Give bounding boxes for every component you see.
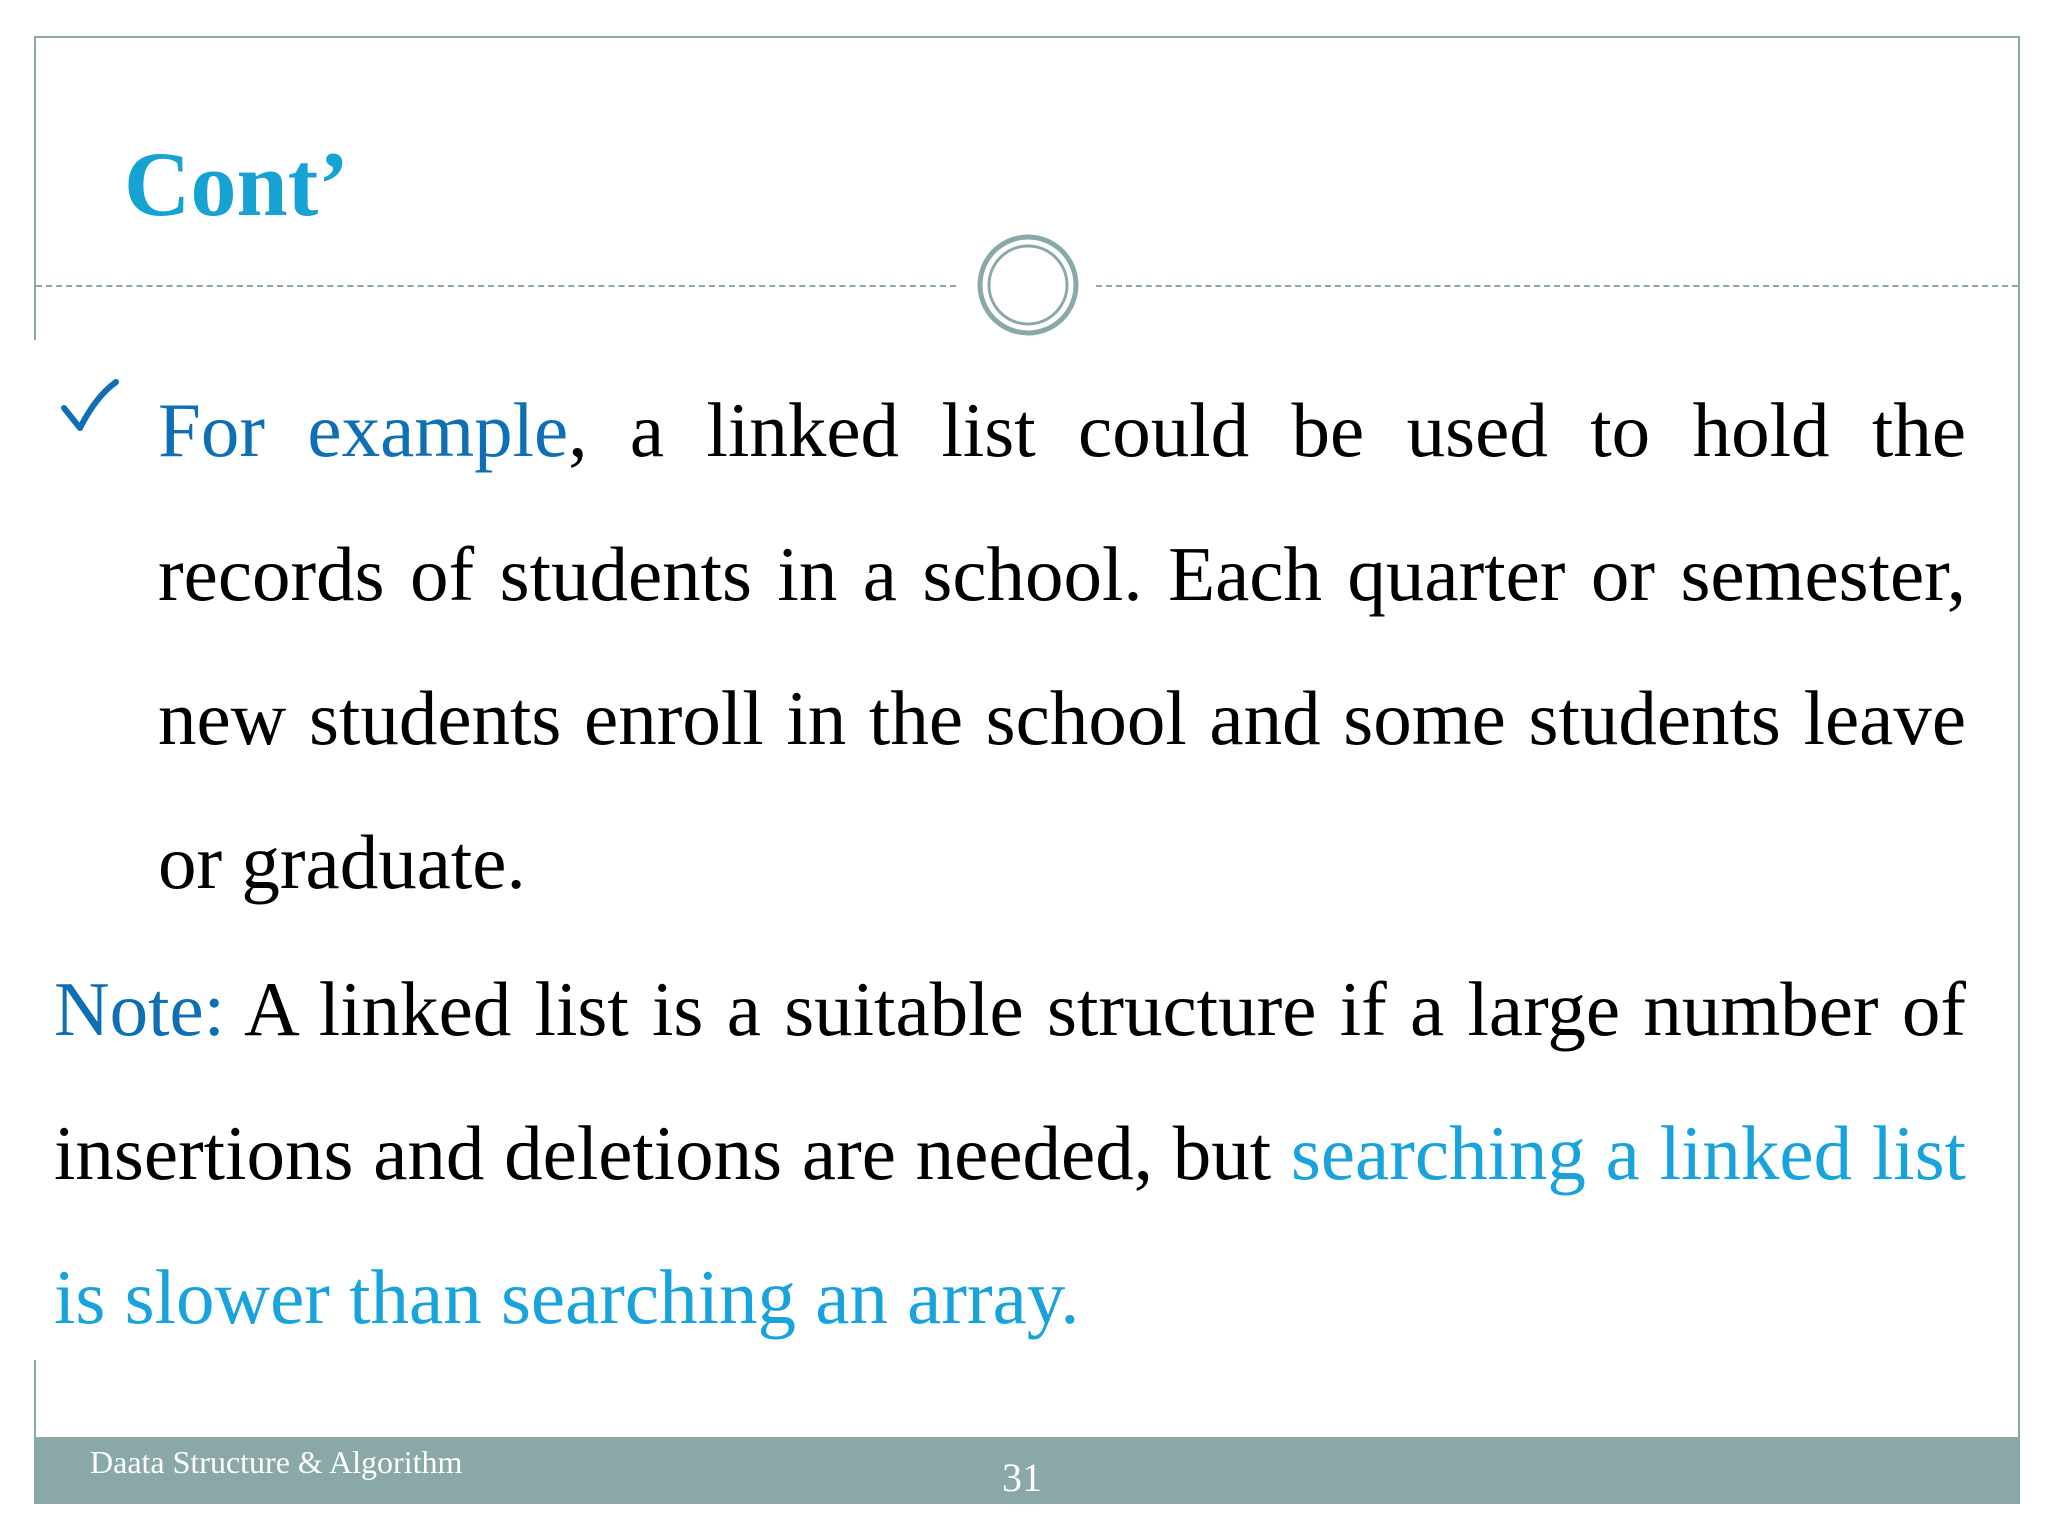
bullet-text: , a linked list could be used to hold the records of students in a school. Each quarter or semester, new students enroll in the school and some students leave or graduate. — [158, 387, 1967, 905]
note-paragraph — [54, 937, 1966, 1369]
bullet-paragraph — [158, 358, 1966, 934]
slide-title: Cont’ — [124, 133, 349, 235]
footer-course-title: Daata Structure & Algorithm — [90, 1444, 463, 1480]
note-text: A linked list is a suitable structure if a large number of insertions and deletions are needed, but — [54, 966, 1966, 1196]
note-highlight: searching a linked list is slower than searching an array. — [54, 1110, 1966, 1340]
footer-page-number: 31 — [1002, 1455, 1042, 1500]
title-divider-left — [36, 285, 956, 287]
note-label: Note: — [54, 966, 226, 1052]
circle-ornament-icon — [976, 233, 1080, 337]
checkmark-icon — [58, 374, 122, 438]
title-divider-right — [1096, 285, 2018, 287]
bullet-highlight: For example — [158, 387, 569, 473]
frame-gap — [30, 340, 38, 1360]
